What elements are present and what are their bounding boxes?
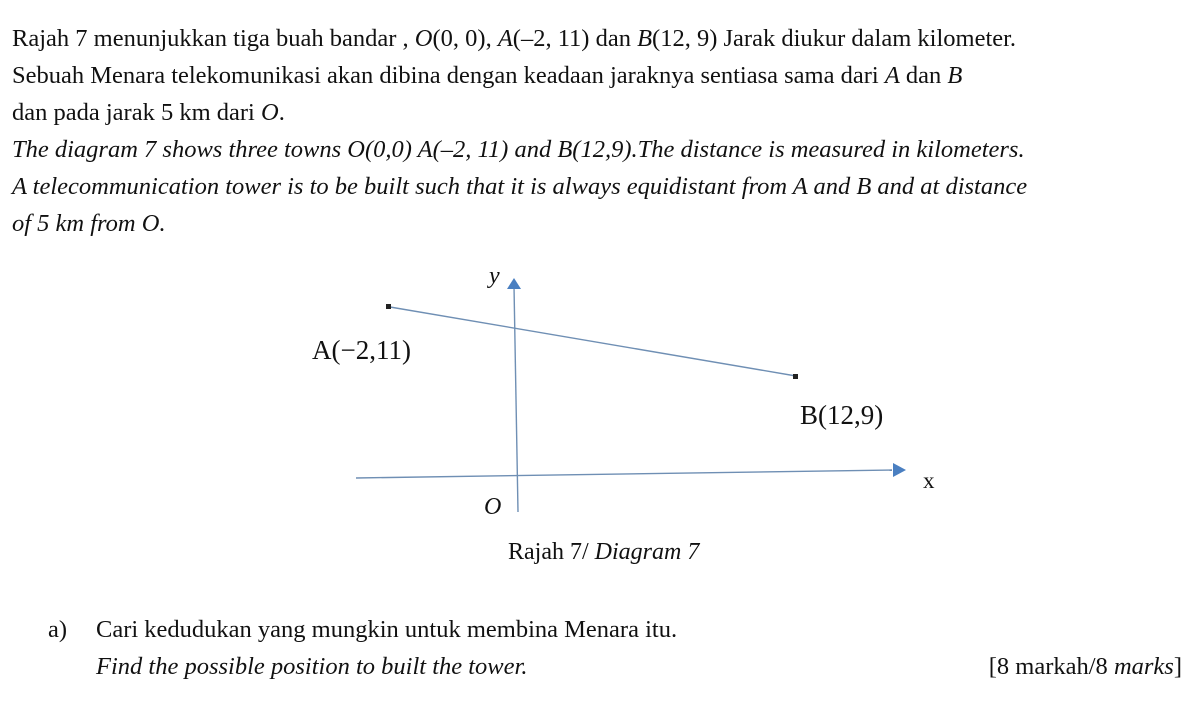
- point-a-name: A: [884, 62, 900, 89]
- x-axis-arrow-icon: [893, 463, 906, 477]
- y-axis-label: y: [489, 263, 500, 289]
- x-axis-label: x: [923, 468, 935, 493]
- point-a-marker: [386, 304, 391, 309]
- intro-en-line-2: A telecommunication tower is to be built such that it is always equidistant from A and B and at distance: [12, 173, 1028, 200]
- question-text-en: Find the possible position to built the tower.: [96, 653, 528, 680]
- point-a-coord: (–2, 11): [512, 25, 590, 52]
- question-text-ms: Cari kedudukan yang mungkin untuk membina Menara itu.: [96, 616, 678, 643]
- marks-italic: marks: [1113, 653, 1174, 680]
- point-a-label: A(−2,11): [312, 335, 411, 365]
- point-o-name: O: [260, 99, 279, 126]
- intro-text: Jarak diukur dalam kilometer.: [717, 25, 1017, 52]
- caption-ms: Rajah 7/: [508, 539, 595, 565]
- y-axis-line: [514, 286, 518, 512]
- question-number: a): [48, 616, 68, 643]
- intro-text: .: [278, 99, 285, 126]
- diagram-caption: [508, 537, 699, 567]
- intro-text: dan pada jarak 5 km dari: [12, 99, 261, 126]
- point-b-label: B(12,9): [800, 400, 884, 430]
- intro-en-line-3: of 5 km from O.: [12, 210, 166, 237]
- intro-en-line-1: The diagram 7 shows three towns O(0,0) A(–2, 11) and B(12,9).The distance is measured in kilometers.: [12, 136, 1025, 163]
- separator: ,: [485, 25, 498, 52]
- origin-label: O: [484, 494, 502, 520]
- point-o-name: O: [414, 25, 433, 52]
- caption-en: Diagram 7: [594, 539, 700, 565]
- marks-prefix: [8 markah/8: [988, 653, 1114, 680]
- marks-allocation: [989, 652, 1182, 682]
- intro-text: dan: [899, 62, 948, 89]
- intro-text: dan: [589, 25, 638, 52]
- point-b-name: B: [947, 62, 963, 89]
- point-b-name: B: [637, 25, 653, 52]
- intro-text: Rajah 7 menunjukkan tiga buah bandar ,: [12, 25, 415, 52]
- marks-suffix: ]: [1173, 653, 1182, 680]
- point-a-name: A: [497, 25, 513, 52]
- intro-text: Sebuah Menara telekomunikasi akan dibina dengan keadaan jaraknya sentiasa sama dari: [12, 62, 885, 89]
- point-b-marker: [793, 374, 798, 379]
- x-axis-line: [356, 470, 892, 478]
- point-o-coord: (0, 0): [432, 25, 486, 52]
- y-axis-arrow-icon: [507, 278, 521, 289]
- point-b-coord: (12, 9): [652, 25, 718, 52]
- segment-ab: [390, 307, 796, 376]
